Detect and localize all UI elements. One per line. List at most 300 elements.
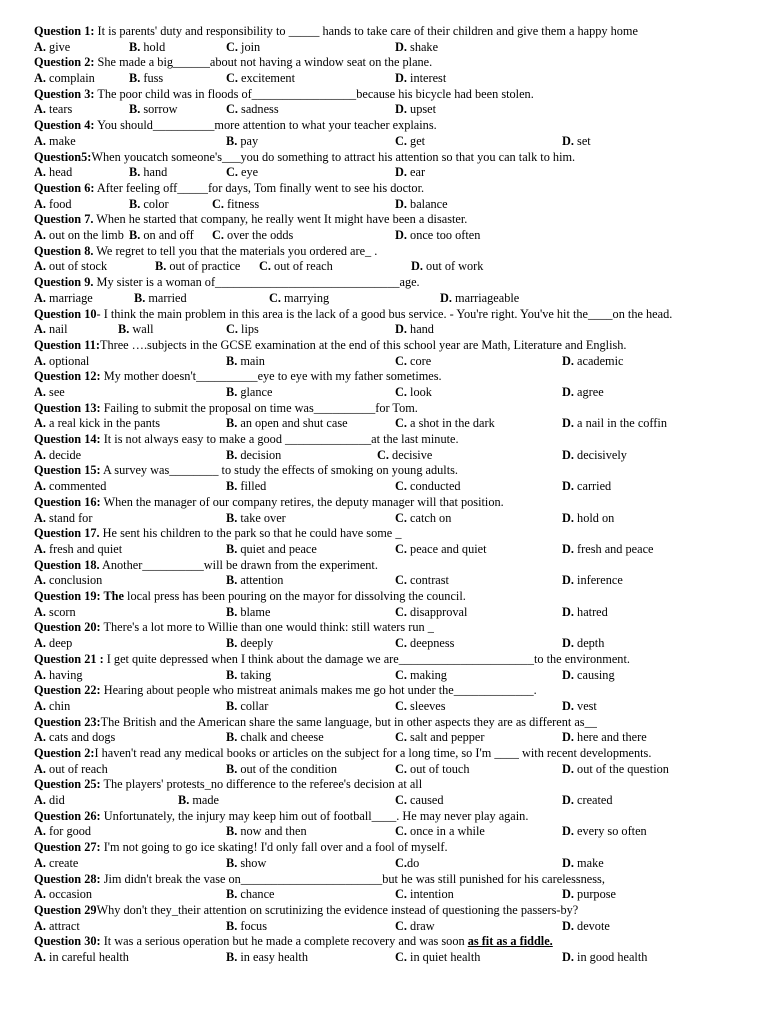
option-b[interactable] xyxy=(226,919,267,935)
option-b[interactable] xyxy=(129,102,178,118)
option-a[interactable] xyxy=(34,102,72,118)
option-letter: B. xyxy=(226,950,238,965)
question-label: Question 21 : xyxy=(34,651,104,666)
option-d[interactable] xyxy=(395,322,434,338)
answer-options xyxy=(34,730,744,746)
option-letter: A. xyxy=(34,416,46,431)
option-a[interactable] xyxy=(34,228,124,244)
option-letter: C. xyxy=(395,133,407,148)
option-text: food xyxy=(45,196,72,211)
option-c[interactable] xyxy=(395,668,447,684)
option-letter: C. xyxy=(395,510,407,525)
option-text: in quiet health xyxy=(406,950,481,965)
option-b[interactable] xyxy=(226,668,271,684)
question-text: It is not always easy to make a good ______________at the last minute. xyxy=(100,432,459,447)
option-text: hold xyxy=(140,39,166,54)
question-label: Question 4: xyxy=(34,118,95,133)
option-c[interactable] xyxy=(395,919,435,935)
answer-options xyxy=(34,479,744,495)
option-a[interactable] xyxy=(34,448,81,464)
option-letter: C. xyxy=(395,824,407,839)
option-a[interactable] xyxy=(34,259,107,275)
option-text: deeply xyxy=(237,636,274,651)
option-d[interactable] xyxy=(562,385,604,401)
option-letter: D. xyxy=(440,290,452,305)
option-text: chin xyxy=(45,698,71,713)
option-d[interactable] xyxy=(562,887,616,903)
option-text: deepness xyxy=(406,636,455,651)
option-a[interactable] xyxy=(34,479,106,495)
option-a[interactable] xyxy=(34,40,70,56)
option-text: out of reach xyxy=(45,761,108,776)
option-d[interactable] xyxy=(562,416,667,432)
option-text: hand xyxy=(406,322,434,337)
question-text: My sister is a woman of______________________________age. xyxy=(93,275,420,290)
option-letter: D. xyxy=(562,604,574,619)
option-d[interactable] xyxy=(562,134,591,150)
option-c[interactable] xyxy=(395,385,432,401)
option-b[interactable] xyxy=(226,605,270,621)
option-b[interactable] xyxy=(226,448,281,464)
option-c[interactable] xyxy=(212,228,293,244)
question-label: Question 11: xyxy=(34,337,100,352)
answer-options xyxy=(34,165,744,181)
question-27 xyxy=(34,840,744,856)
option-text: sleeves xyxy=(406,698,446,713)
option-letter: A. xyxy=(34,165,46,180)
option-d[interactable] xyxy=(562,668,615,684)
option-letter: A. xyxy=(34,541,46,556)
option-text: hatred xyxy=(573,604,608,619)
option-letter: A. xyxy=(34,573,46,588)
option-a[interactable] xyxy=(34,699,70,715)
option-letter: B. xyxy=(226,887,238,902)
question-text: Jim didn't break the vase on_______________________but he was still punished for his carelessness, xyxy=(100,871,605,886)
question-label: Question 30: xyxy=(34,934,101,949)
option-letter: B. xyxy=(226,573,238,588)
option-text: decide xyxy=(45,447,82,462)
option-letter: C. xyxy=(395,573,407,588)
option-a[interactable] xyxy=(34,605,76,621)
answer-options xyxy=(34,354,744,370)
option-a[interactable] xyxy=(34,385,65,401)
option-d[interactable] xyxy=(395,102,436,118)
option-b[interactable] xyxy=(134,291,187,307)
option-a[interactable] xyxy=(34,573,102,589)
option-c[interactable] xyxy=(395,950,480,966)
option-d[interactable] xyxy=(395,228,480,244)
option-c[interactable] xyxy=(395,699,446,715)
option-c[interactable] xyxy=(226,71,295,87)
answer-options xyxy=(34,197,744,213)
question-11 xyxy=(34,338,744,354)
option-a[interactable] xyxy=(34,636,72,652)
option-text: in good health xyxy=(573,950,648,965)
option-letter: A. xyxy=(34,950,46,965)
option-b[interactable] xyxy=(129,197,169,213)
option-text: made xyxy=(189,793,219,808)
option-c[interactable] xyxy=(226,165,258,181)
option-b[interactable] xyxy=(129,228,194,244)
option-text: join xyxy=(237,39,261,54)
option-text: conducted xyxy=(406,479,461,494)
option-text: fresh and quiet xyxy=(45,541,123,556)
option-text: every so often xyxy=(573,824,647,839)
option-letter: D. xyxy=(562,950,574,965)
question-26 xyxy=(34,809,744,825)
option-text: academic xyxy=(573,353,624,368)
option-a[interactable] xyxy=(34,950,129,966)
option-d[interactable] xyxy=(562,919,610,935)
option-letter: D. xyxy=(562,667,574,682)
question-10 xyxy=(34,307,744,323)
answer-options xyxy=(34,291,744,307)
option-letter: A. xyxy=(34,447,46,462)
option-letter: A. xyxy=(34,918,46,933)
option-b[interactable] xyxy=(226,573,283,589)
option-letter: B. xyxy=(226,541,238,556)
question-7 xyxy=(34,212,744,228)
option-d[interactable] xyxy=(395,165,425,181)
option-text: core xyxy=(406,353,432,368)
option-letter: A. xyxy=(34,479,46,494)
question-text: Hearing about people who mistreat animals makes me go hot under the_____________. xyxy=(100,683,537,698)
question-label: Question 22: xyxy=(34,683,101,698)
option-text: having xyxy=(45,667,83,682)
option-a[interactable] xyxy=(34,668,83,684)
option-b[interactable] xyxy=(226,887,274,903)
option-text: caused xyxy=(406,793,444,808)
option-d[interactable] xyxy=(562,730,647,746)
option-text: decisive xyxy=(388,447,433,462)
question-text: After feeling off_____for days, Tom finally went to see his doctor. xyxy=(94,180,425,195)
question-text: When he started that company, he really went It might have been a disaster. xyxy=(93,212,468,227)
question-23 xyxy=(34,715,744,731)
option-c[interactable] xyxy=(395,134,425,150)
option-text: a real kick in the pants xyxy=(45,416,161,431)
option-c[interactable] xyxy=(226,102,279,118)
option-letter: D. xyxy=(395,165,407,180)
option-a[interactable] xyxy=(34,354,89,370)
option-text: focus xyxy=(237,918,267,933)
option-text: set xyxy=(573,133,591,148)
question-label: Question 18. xyxy=(34,557,100,572)
answer-options xyxy=(34,134,744,150)
option-a[interactable] xyxy=(34,824,91,840)
option-text: making xyxy=(406,667,447,682)
option-letter: B. xyxy=(129,165,141,180)
option-text: cats and dogs xyxy=(45,730,116,745)
option-b[interactable] xyxy=(226,699,268,715)
option-text: collar xyxy=(237,698,269,713)
option-text: eye xyxy=(237,165,259,180)
option-text: blame xyxy=(237,604,271,619)
option-a[interactable] xyxy=(34,71,95,87)
option-letter: D. xyxy=(562,573,574,588)
option-letter: B. xyxy=(226,730,238,745)
question-label: Question 2: xyxy=(34,745,95,760)
question-label: Question 17. xyxy=(34,526,100,541)
option-d[interactable] xyxy=(562,605,608,621)
option-d[interactable] xyxy=(562,824,647,840)
option-letter: B. xyxy=(226,416,238,431)
option-c[interactable] xyxy=(269,291,329,307)
option-letter: A. xyxy=(34,290,46,305)
option-c[interactable] xyxy=(395,762,469,778)
option-c[interactable] xyxy=(259,259,333,275)
option-text: now and then xyxy=(237,824,307,839)
option-letter: D. xyxy=(562,479,574,494)
option-b[interactable] xyxy=(226,134,258,150)
option-letter: C. xyxy=(212,228,224,243)
option-text: sorrow xyxy=(140,102,178,117)
answer-options xyxy=(34,322,744,338)
question-text: We regret to tell you that the materials you ordered are_ . xyxy=(93,243,378,258)
option-text: in careful health xyxy=(45,950,129,965)
option-text: on and off xyxy=(140,228,194,243)
answer-options xyxy=(34,605,744,621)
option-text: purpose xyxy=(573,887,616,902)
option-c[interactable] xyxy=(377,448,432,464)
option-a[interactable] xyxy=(34,134,76,150)
option-letter: D. xyxy=(562,541,574,556)
option-c[interactable] xyxy=(395,479,461,495)
option-letter: C. xyxy=(395,541,407,556)
option-text: balance xyxy=(406,196,448,211)
option-b[interactable] xyxy=(129,40,165,56)
option-a[interactable] xyxy=(34,762,108,778)
option-a[interactable] xyxy=(34,416,160,432)
option-b[interactable] xyxy=(129,71,163,87)
option-text: quiet and peace xyxy=(237,541,317,556)
question-label: Question 16: xyxy=(34,494,101,509)
option-b[interactable] xyxy=(155,259,240,275)
option-c[interactable] xyxy=(395,573,449,589)
option-c[interactable] xyxy=(395,636,454,652)
option-d[interactable] xyxy=(440,291,519,307)
option-a[interactable] xyxy=(34,165,72,181)
option-d[interactable] xyxy=(395,197,448,213)
answer-options xyxy=(34,573,744,589)
option-b[interactable] xyxy=(226,354,265,370)
option-letter: A. xyxy=(34,228,46,243)
option-text: disapproval xyxy=(406,604,468,619)
option-letter: C. xyxy=(226,165,238,180)
option-text: a shot in the dark xyxy=(406,416,495,431)
option-text: make xyxy=(45,133,76,148)
option-a[interactable] xyxy=(34,793,65,809)
option-text: inference xyxy=(573,573,623,588)
option-c[interactable] xyxy=(395,542,487,558)
option-letter: D. xyxy=(562,385,574,399)
option-b[interactable] xyxy=(226,730,324,746)
option-d[interactable] xyxy=(562,950,647,966)
option-c[interactable] xyxy=(395,511,451,527)
question-4 xyxy=(34,118,744,134)
option-letter: C. xyxy=(395,385,407,399)
option-c[interactable] xyxy=(226,322,259,338)
option-letter: A. xyxy=(34,196,46,211)
option-text: out of practice xyxy=(166,259,241,274)
option-a[interactable] xyxy=(34,730,115,746)
option-b[interactable] xyxy=(226,416,348,432)
option-text: filled xyxy=(237,479,267,494)
question-28 xyxy=(34,872,744,888)
option-a[interactable] xyxy=(34,291,93,307)
option-b[interactable] xyxy=(226,824,307,840)
option-letter: B. xyxy=(226,824,238,839)
option-letter: A. xyxy=(34,259,46,274)
option-a[interactable] xyxy=(34,197,72,213)
option-c[interactable] xyxy=(395,605,467,621)
option-d[interactable] xyxy=(562,448,627,464)
option-c[interactable] xyxy=(395,730,484,746)
option-text: wall xyxy=(129,322,154,337)
option-d[interactable] xyxy=(562,762,669,778)
option-letter: C. xyxy=(226,71,238,86)
option-letter: D. xyxy=(562,730,574,745)
option-a[interactable] xyxy=(34,542,122,558)
option-b[interactable] xyxy=(178,793,219,809)
option-letter: B. xyxy=(226,385,238,399)
option-a[interactable] xyxy=(34,856,78,872)
option-d[interactable] xyxy=(395,71,446,87)
question-12 xyxy=(34,369,744,385)
option-letter: C. xyxy=(395,667,407,682)
option-d[interactable] xyxy=(562,793,613,809)
option-text: sadness xyxy=(237,102,279,117)
option-letter: B. xyxy=(226,636,238,651)
question-5 xyxy=(34,150,744,166)
option-b[interactable] xyxy=(129,165,167,181)
option-text: devote xyxy=(573,918,610,933)
option-letter: A. xyxy=(34,855,46,870)
question-text: He sent his children to the park so that he could have some _ xyxy=(99,526,402,541)
option-letter: D. xyxy=(395,196,407,211)
option-d[interactable] xyxy=(562,354,623,370)
option-text: chance xyxy=(237,887,275,902)
question-text: Three ….subjects in the GCSE examination at the end of this school year are Math, Literature and English. xyxy=(99,337,627,352)
question-16 xyxy=(34,495,744,511)
option-text: fitness xyxy=(223,196,260,211)
question-text: Another__________will be drawn from the experiment. xyxy=(99,557,378,572)
option-text: draw xyxy=(406,918,435,933)
option-c[interactable] xyxy=(395,856,419,872)
answer-options xyxy=(34,228,744,244)
option-letter: B. xyxy=(226,447,238,462)
option-b[interactable] xyxy=(226,856,266,872)
question-1 xyxy=(34,24,744,40)
option-text: did xyxy=(45,793,65,808)
question-label: Question 25: xyxy=(34,777,101,792)
option-text: upset xyxy=(406,102,436,117)
option-letter: A. xyxy=(34,636,46,651)
question-text: I haven't read any medical books or articles on the subject for a long time, so I'm ____ with recent developments. xyxy=(94,745,652,760)
option-b[interactable] xyxy=(226,511,286,527)
question-text: Why don't they_their attention on scrutinizing the evidence instead of questioning the passers-by? xyxy=(96,902,579,917)
option-c[interactable] xyxy=(395,354,431,370)
option-d[interactable] xyxy=(411,259,483,275)
option-letter: B. xyxy=(226,133,238,148)
option-text: fuss xyxy=(140,71,164,86)
option-b[interactable] xyxy=(118,322,154,338)
question-label: Question 2: xyxy=(34,55,95,70)
option-d[interactable] xyxy=(395,40,438,56)
option-letter: C. xyxy=(395,730,407,745)
option-a[interactable] xyxy=(34,919,80,935)
question-19 xyxy=(34,589,744,605)
option-text: salt and pepper xyxy=(406,730,485,745)
option-letter: C. xyxy=(259,259,271,274)
question-text: A survey was________ to study the effects of smoking on young adults. xyxy=(100,463,459,478)
option-letter: C. xyxy=(395,636,407,651)
option-c[interactable] xyxy=(395,793,444,809)
option-b[interactable] xyxy=(226,479,266,495)
option-letter: D. xyxy=(562,447,574,462)
option-letter: A. xyxy=(34,793,46,808)
question-text: When the manager of our company retires, the deputy manager will that position. xyxy=(100,494,504,509)
option-letter: A. xyxy=(34,133,46,148)
option-text: commented xyxy=(45,479,107,494)
option-d[interactable] xyxy=(562,542,654,558)
option-text: catch on xyxy=(406,510,452,525)
option-d[interactable] xyxy=(562,636,604,652)
option-a[interactable] xyxy=(34,887,92,903)
option-letter: B. xyxy=(155,259,167,274)
option-text: hand xyxy=(140,165,168,180)
option-d[interactable] xyxy=(562,573,623,589)
question-label: Question 13: xyxy=(34,400,101,415)
option-letter: B. xyxy=(226,604,238,619)
option-b[interactable] xyxy=(226,385,272,401)
option-text: contrast xyxy=(406,573,449,588)
option-text: optional xyxy=(45,353,90,368)
option-letter: C. xyxy=(226,39,238,54)
option-text: see xyxy=(45,385,65,399)
option-a[interactable] xyxy=(34,322,67,338)
option-c[interactable] xyxy=(395,887,454,903)
question-label: Question 3: xyxy=(34,86,95,101)
option-d[interactable] xyxy=(562,479,611,495)
option-c[interactable] xyxy=(395,416,495,432)
option-d[interactable] xyxy=(562,511,614,527)
option-text: agree xyxy=(573,385,604,399)
option-text: an open and shut case xyxy=(237,416,348,431)
option-c[interactable] xyxy=(226,40,260,56)
option-d[interactable] xyxy=(562,699,597,715)
option-c[interactable] xyxy=(395,824,485,840)
option-b[interactable] xyxy=(226,762,337,778)
option-letter: D. xyxy=(395,71,407,86)
option-text: carried xyxy=(573,479,612,494)
option-text: over the odds xyxy=(223,228,294,243)
option-letter: A. xyxy=(34,510,46,525)
option-letter: C. xyxy=(395,855,407,870)
option-d[interactable] xyxy=(562,856,604,872)
option-letter: B. xyxy=(226,761,238,776)
answer-options xyxy=(34,511,744,527)
option-letter: B. xyxy=(129,228,141,243)
option-text: glance xyxy=(237,385,273,399)
option-text: excitement xyxy=(237,71,295,86)
option-a[interactable] xyxy=(34,511,92,527)
option-b[interactable] xyxy=(226,636,273,652)
option-c[interactable] xyxy=(212,197,259,213)
option-letter: C. xyxy=(395,698,407,713)
option-b[interactable] xyxy=(226,950,308,966)
question-text: The poor child was in floods of_________________because his bicycle had been stolen. xyxy=(94,86,534,101)
option-b[interactable] xyxy=(226,542,317,558)
